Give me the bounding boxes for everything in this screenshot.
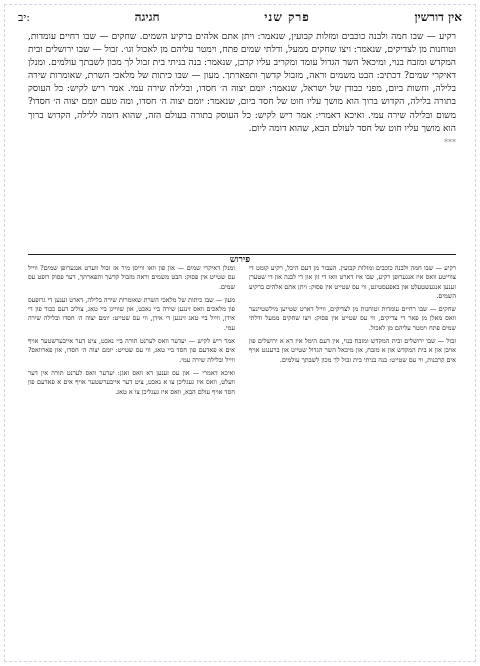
- commentary-paragraph: רקיע — שבו חמה ולבנה כוכבים ומזלות קבועין. העבור מן דעם היכל, רקיע קומט די צווייטע וואס איז אנגערופן רקיע, שבו איז דארט וואו די זון און די לבנה און די שטערן זענען אנגעשטעלט און באפעסטיגט, ווי עס שטייט אין פסוק: ויתן אתם אלהים ברקיע השמים.: [249, 264, 456, 300]
- commentary-section: [28, 264, 456, 656]
- separator-dots: ***: [444, 137, 456, 147]
- perush-title: פירוש: [224, 255, 256, 265]
- tractate-name: חגיגה: [134, 9, 160, 24]
- commentary-right-column: [249, 264, 456, 656]
- commentary-paragraph: זבול — שבו ירושלים ובית המקדש ומזבח בנוי, אין דעם הימל איז דא א ירושלים פון אויבן און א בית המקדש און א מזבח, און מיכאל השר הגדול שטייט און ברענגט אויף אים קרבנות, ווי עס שטייט: בנה בניתי בית זבול לך מכון לשבתך עולמים.: [249, 337, 456, 364]
- page-header: [18, 8, 462, 26]
- commentary-paragraph: שחקים — שבו רחיים עומדות וטוחנות מן לצדיקים, ווייל דארט שטייען מילשטיינער וואס מאלן מן פאר די צדיקים, ווי עס שטייט אין פסוק: ויצו שחקים ממעל ודלתי שמים פתח וימטר עליהם מן לאכול.: [249, 305, 456, 332]
- commentary-paragraph: ואיכא דאמרי — און עס זענען דא וואס זאגן: יעדער וואס לערנט תורה אין דער וועלט, וואס איז געגליכן צו א נאכט, ציט דער אייבערשטער אויף אים א פאדעם פון חסד אויף עולם הבא, וואס איז געגליכן צו א טאג.: [28, 368, 235, 396]
- commentary-left-column: [28, 264, 235, 656]
- commentary-paragraph: מעון — שבו כיתות של מלאכי השרת שאומרות שירה בלילה, דארט זענען די גרופעס פון מלאכים וואס זינגען שירה ביי נאכט, און שווייגן ביי טאג, צוליב דעם כבוד פון די אידן, ווייל ביי טאג זינגען די אידן, ווי עס שטייט: יומם יצוה ה׳ חסדו ובלילה שירה עמי.: [28, 295, 235, 332]
- main-paragraph: רקיע — שבו חמה ולבנה כוכבים ומזלות קבועין, שנאמר: ויתן אתם אלהים ברקיע השמים. שחקים — שבו רחיים עומדות, וטוחנות מן לצדיקים, שנאמר: ויצו שחקים ממעל, ודלתי שמים פתח, וימטר עליהם מן לאכול וגו׳. זבול — שבו ירושלים ובית המקדש ומזבח בנוי, ומיכאל השר הגדול עומד ומקריב עליו קרבן, שנאמר: בנה בניתי בית זבול לך מכון לשבתך עולמים. ומנלן דאיקרי שמים? דכתיב: הבט משמים וראה, מזבול קדשך ותפארתך. מעון — שבו כיתות של מלאכי השרת, שאומרות שירה בלילה, וחשות ביום, מפני כבודן של ישראל, שנאמר: יומם יצוה ה׳ חסדו, ובלילה שירה עמי. אמר ריש לקיש: כל העוסק בתורה בלילה, הקדוש ברוך הוא מושך עליו חוט של חסד ביום, שנאמר: יומם יצוה ה׳ חסדו, ומה טעם יומם יצוה ה׳ חסדו? משום ובלילה שירה עמי. ואיכא דאמרי: אמר ריש לקיש: כל העוסק בתורה בעולם הזה, שהוא דומה ללילה, הקדוש ברוך הוא מושך עליו חוט של חסד לעולם הבא, שהוא דומה ליום.: [28, 32, 456, 134]
- commentary-paragraph: ומנלן דאיקרי שמים — און פון וואו ווייסן מיר אז זבול ווערט אנגערופן שמים? ווייל עס שטייט אין פסוק: הבט משמים וראה מזבול קדשך ותפארתך, דער פסוק רופט עס שמים.: [28, 264, 235, 291]
- main-text: [28, 31, 456, 241]
- chapter-number: פרק שני: [264, 9, 310, 24]
- chapter-name: אין דורשין: [414, 9, 462, 24]
- page-number: יב:: [18, 10, 30, 24]
- commentary-paragraph: אמר ריש לקיש — יעדער וואס לערנט תורה ביי נאכט, ציט דער אייבערשטער אויף אים א פאדעם פון חסד ביי טאג, ווי עס שטייט: יומם יצוה ה׳ חסדו, און פארוואס? ווייל ובלילה שירה עמי.: [28, 337, 235, 364]
